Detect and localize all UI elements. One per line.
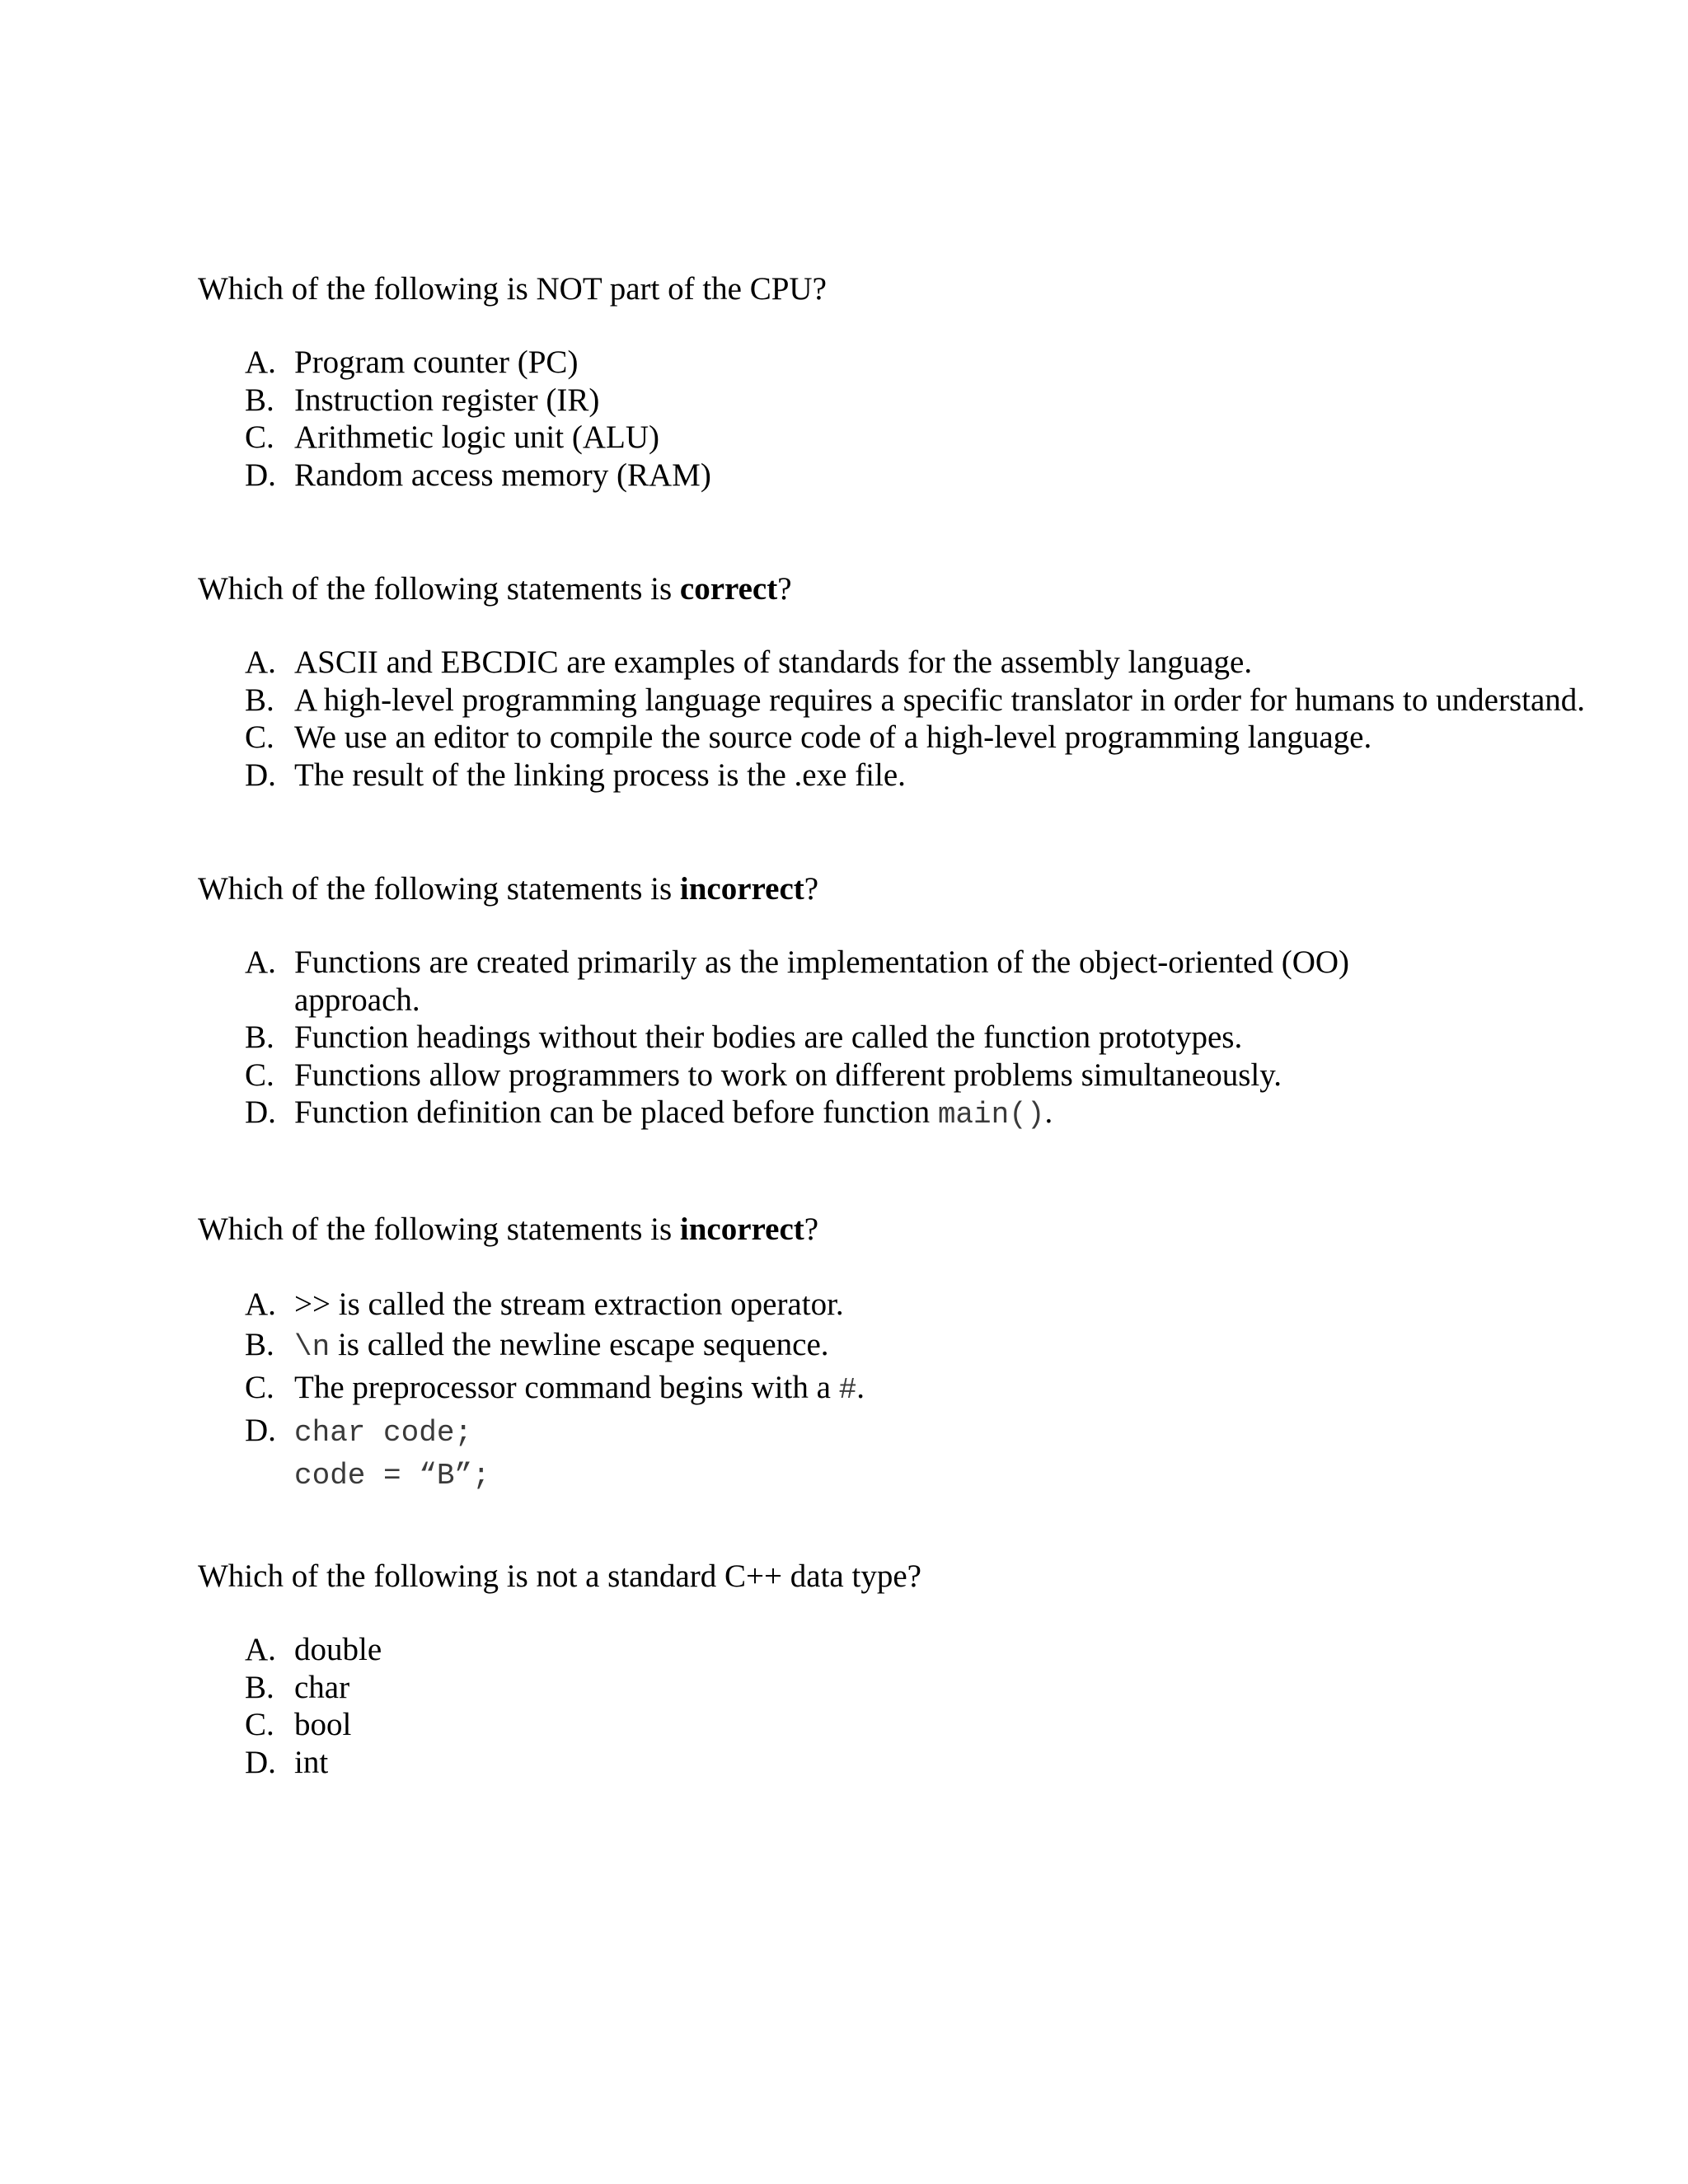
question-stem <box>198 1211 1665 1249</box>
question-stem <box>198 270 1665 308</box>
option-text: >> is called the stream extraction operator. <box>294 1286 844 1322</box>
question-5 <box>198 1558 1665 1781</box>
option-a <box>198 944 1665 1019</box>
option-letter: A. <box>245 644 276 680</box>
option-letter: B. <box>245 1327 274 1362</box>
option-c <box>198 1367 1665 1410</box>
option-text: Program counter (PC) <box>294 344 579 380</box>
option-letter: D. <box>245 1744 276 1780</box>
option-text: bool <box>294 1707 352 1742</box>
option-text: is called the newline escape sequence. <box>330 1327 829 1362</box>
option-punctuation: . <box>856 1370 865 1405</box>
question-stem <box>198 1558 1665 1596</box>
question-stem <box>198 570 1665 608</box>
option-letter: A. <box>245 1632 276 1667</box>
stem-emphasis: incorrect <box>679 1212 804 1247</box>
option-b <box>198 1019 1665 1057</box>
option-c <box>198 419 1665 457</box>
option-c <box>198 1057 1665 1094</box>
option-a <box>198 1631 1665 1669</box>
stem-text: Which of the following statements is <box>198 1212 680 1247</box>
inline-code: # <box>838 1373 857 1407</box>
stem-text: Which of the following is NOT part of the CPU? <box>198 271 827 307</box>
stem-text: Which of the following statements is <box>198 871 680 907</box>
stem-emphasis: correct <box>679 571 778 607</box>
option-letter: A. <box>245 344 276 380</box>
option-letter: C. <box>245 1370 274 1405</box>
option-b <box>198 682 1665 719</box>
option-letter: C. <box>245 1707 274 1742</box>
option-letter: D. <box>245 457 276 493</box>
option-b <box>198 1324 1665 1367</box>
option-letter: C. <box>245 1057 274 1093</box>
option-letter: B. <box>245 382 274 418</box>
option-text: Function headings without their bodies are called the function prototypes. <box>294 1019 1243 1055</box>
option-d <box>198 1094 1665 1134</box>
option-text: The result of the linking process is the .exe file. <box>294 757 906 793</box>
option-text: ASCII and EBCDIC are examples of standards for the assembly language. <box>294 644 1253 680</box>
option-list <box>198 1631 1665 1781</box>
option-letter: B. <box>245 682 274 718</box>
option-a <box>198 344 1665 382</box>
option-letter: C. <box>245 419 274 455</box>
option-list <box>198 644 1665 794</box>
option-text: int <box>294 1744 329 1780</box>
inline-code: main() <box>937 1098 1045 1132</box>
option-list <box>198 344 1665 494</box>
option-letter: D. <box>245 1413 276 1448</box>
option-punctuation: . <box>1044 1094 1053 1130</box>
inline-code: \n <box>294 1330 331 1364</box>
option-d <box>198 457 1665 494</box>
option-letter: B. <box>245 1669 274 1705</box>
question-2 <box>198 570 1665 794</box>
option-letter: D. <box>245 1094 276 1130</box>
stem-punctuation: ? <box>804 871 819 907</box>
option-text-continued: approach. <box>294 982 420 1018</box>
option-letter: D. <box>245 757 276 793</box>
option-letter: A. <box>245 944 276 980</box>
stem-text: Which of the following is not a standard C++ data type? <box>198 1558 921 1594</box>
option-text: Functions are created primarily as the implementation of the object-oriented (OO) <box>294 944 1350 980</box>
option-text: We use an editor to compile the source code of a high-level programming language. <box>294 719 1372 755</box>
option-d <box>198 1744 1665 1782</box>
code-line: char code; <box>294 1416 473 1450</box>
option-text: Instruction register (IR) <box>294 382 600 418</box>
question-3 <box>198 870 1665 1134</box>
option-letter: C. <box>245 719 274 755</box>
stem-punctuation: ? <box>804 1212 819 1247</box>
code-line: code = “B”; <box>294 1459 490 1493</box>
question-1 <box>198 270 1665 494</box>
option-d <box>198 1410 1665 1496</box>
option-c <box>198 1706 1665 1744</box>
option-text: The preprocessor command begins with a <box>294 1370 839 1405</box>
option-letter: B. <box>245 1019 274 1055</box>
option-list <box>198 944 1665 1134</box>
option-c <box>198 719 1665 757</box>
option-list <box>198 1284 1665 1496</box>
stem-emphasis: incorrect <box>679 871 804 907</box>
option-a <box>198 644 1665 682</box>
question-stem <box>198 870 1665 908</box>
option-text: char <box>294 1669 350 1705</box>
option-a <box>198 1284 1665 1324</box>
option-letter: A. <box>245 1286 276 1322</box>
option-text: Arithmetic logic unit (ALU) <box>294 419 659 455</box>
option-text: Functions allow programmers to work on different problems simultaneously. <box>294 1057 1282 1093</box>
option-text: A high-level programming language requires a specific translator in order for humans to understand. <box>294 682 1586 718</box>
option-b <box>198 1669 1665 1707</box>
option-text: double <box>294 1632 382 1667</box>
question-4 <box>198 1211 1665 1496</box>
option-d <box>198 757 1665 794</box>
stem-punctuation: ? <box>777 571 792 607</box>
stem-text: Which of the following statements is <box>198 571 680 607</box>
option-text: Random access memory (RAM) <box>294 457 711 493</box>
option-b <box>198 382 1665 419</box>
option-text: Function definition can be placed before function <box>294 1094 938 1130</box>
